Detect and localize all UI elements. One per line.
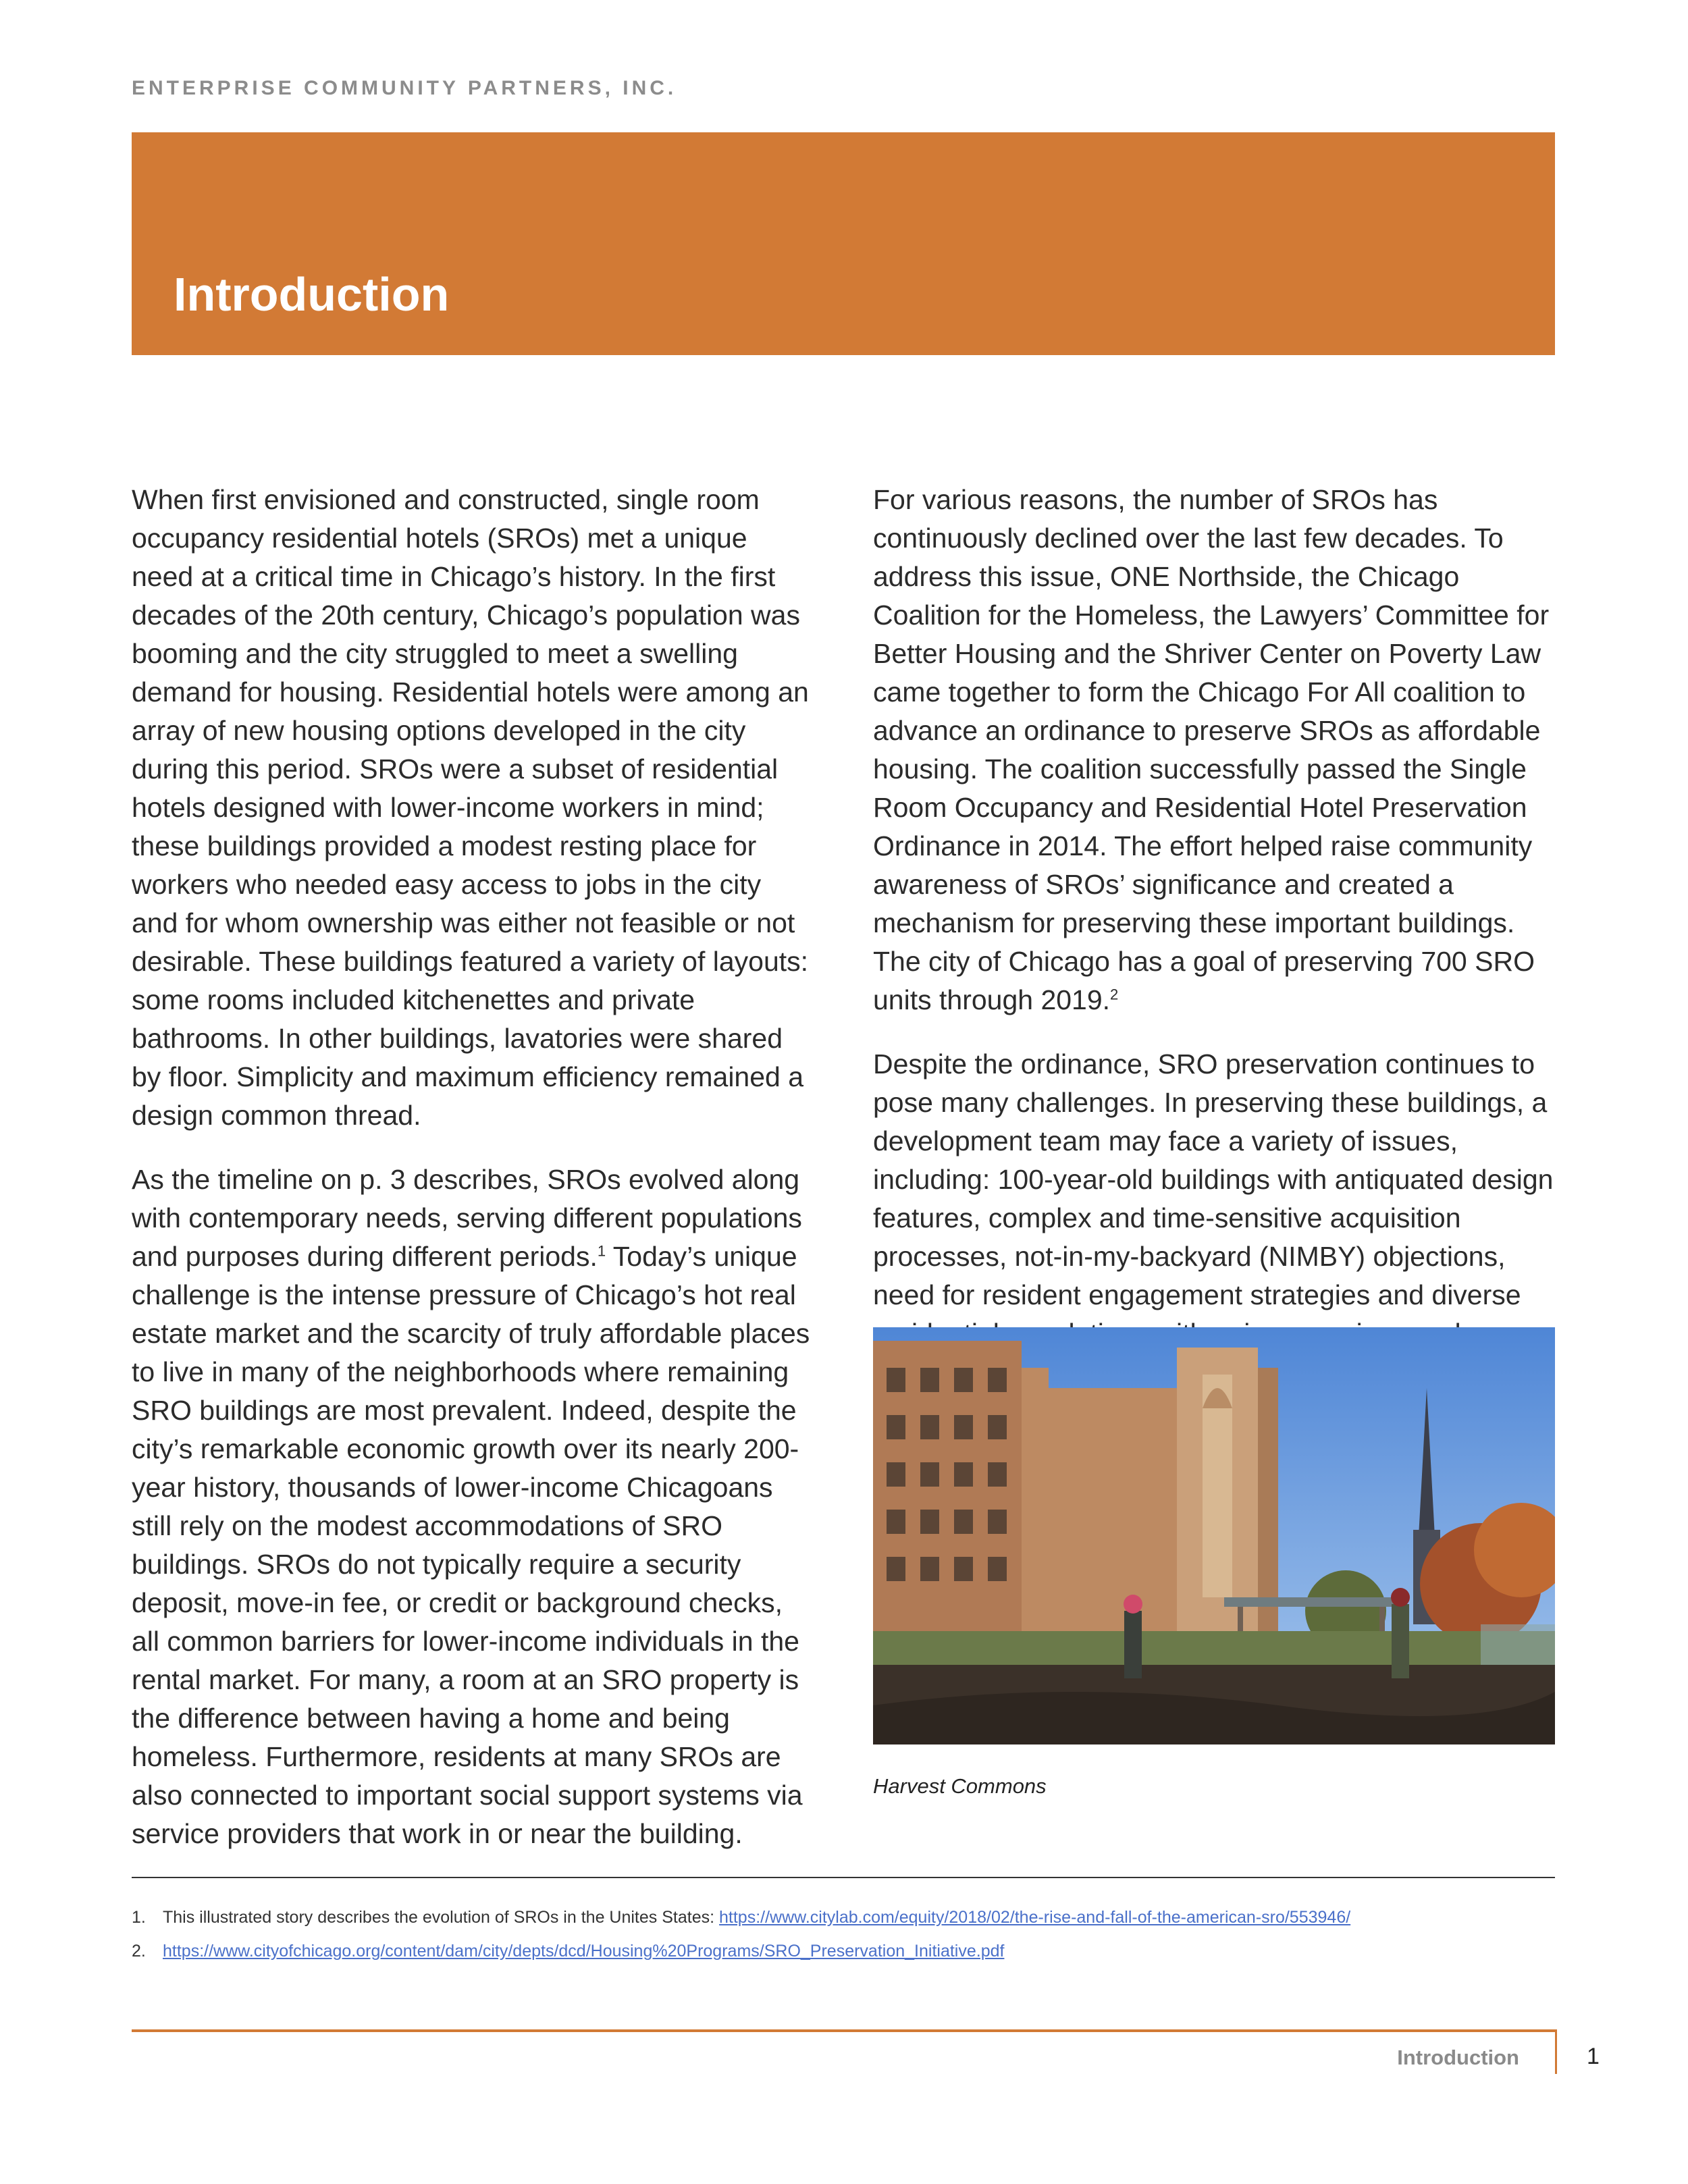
paragraph-text: For various reasons, the number of SROs has continuously declined over the last few decades. To address this issue, ONE Northside, the Chicago Coalition for the Homeless, the Lawyers’ Committee for Better Housing and the Shriver Center on Poverty Law came together to form the Chicago For All coalition to advance an ordinance to preserve SROs as affordable housing. The coalition successfully passed the Single Room Occupancy and Residential Hotel Preservation Ordinance in 2014. The effort helped raise community awareness of SROs’ significance and created a mechanism for preserving these important buildings. The city of Chicago has a goal of preserving 700 SRO units through 2019.	[873, 484, 1550, 1015]
footer-section-label: Introduction	[1397, 2046, 1519, 2069]
organization-name: ENTERPRISE COMMUNITY PARTNERS, INC.	[132, 77, 677, 99]
footer-divider	[132, 2029, 1556, 2032]
paragraph-text: Today’s unique challenge is the intense pressure of Chicago’s hot real estate market and the scarcity of truly affordable places to live in many of the neighborhoods where remaining SRO buildings are most prevalent. Indeed, despite the city’s remarkable economic growth over its nearly 200-year history, thousands of lower-income Chicagoans still rely on the modest accommodations of SRO buildings. SROs do not typically require a security deposit, move-in fee, or credit or background checks, all common barriers for lower-income individuals in the rental market. For many, a room at an SRO property is the difference between having a home and being homeless. Furthermore, residents at many SROs are also connected to important social support systems via service providers that work in or near the building.	[132, 1241, 810, 1849]
photo-illustration	[873, 1327, 1555, 1744]
footnote-number: 2.	[132, 1942, 146, 1961]
paragraph: Despite the ordinance, SRO preservation continues to pose many challenges. In preserving these buildings, a development team may face a variety of issues, including: 100-year-old buildings with antiquated design features, complex and time-sensitive acquisition processes, not-in-my-backyard (NIMBY) objections, need for resident engagement strategies and diverse	[873, 1048, 1554, 1310]
footnote	[132, 1934, 1555, 1968]
footnote-description: This illustrated story describes the evolution of SROs in the Unites States:	[163, 1908, 719, 1927]
footnotes	[132, 1900, 1555, 1968]
footnote-number: 1.	[132, 1908, 146, 1927]
left-column	[132, 481, 814, 1879]
footnote	[132, 1900, 1555, 1934]
footnote-text	[163, 1900, 1350, 1934]
title-banner	[132, 132, 1555, 355]
footnote-text	[163, 1934, 1004, 1968]
paragraph-text: As the timeline on p. 3 describes, SROs evolved along with contemporary needs, serving different populations and purposes during different periods.	[132, 1164, 802, 1272]
paragraph	[132, 1161, 814, 1853]
footnote-link[interactable]: https://www.citylab.com/equity/2018/02/the-rise-and-fall-of-the-american-sro/553946/	[719, 1908, 1351, 1927]
footnote-reference[interactable]: 2	[1110, 986, 1119, 1003]
footer-divider-tick	[1555, 2029, 1557, 2074]
harvest-commons-photo	[873, 1327, 1555, 1744]
paragraph: When first envisioned and constructed, single room occupancy residential hotels (SROs) met a unique need at a critical time in Chicago’s history. In the first decades of the 20th century, Chicago’s population was booming and the city struggled to meet a swelling demand for housing. Residential hotels were among an array of new housing options developed in the city during this period. SROs were a subset of residential hotels designed with lower-income workers in mind; these buildings provided a modest resting place for workers who needed easy access to jobs in the city and for whom ownership was either not feasible or not desirable. These buildings featured a variety of layouts: some rooms included kitchenettes and private bathrooms. In other buildings, lavatories were shared by floor. Simplicity and maximum efficiency remained a design common thread.	[132, 484, 809, 1131]
footnote-divider	[132, 1877, 1555, 1878]
footnote-reference[interactable]: 1	[597, 1242, 606, 1260]
footnote-link[interactable]: https://www.cityofchicago.org/content/dam/city/depts/dcd/Housing%20Programs/SRO_Preservation_Initiative.pdf	[163, 1942, 1005, 1961]
page-title: Introduction	[174, 268, 450, 321]
page-number: 1	[1587, 2044, 1600, 2069]
right-column	[873, 481, 1558, 1417]
paragraph	[873, 481, 1558, 1019]
photo-caption: Harvest Commons	[873, 1774, 1047, 1798]
